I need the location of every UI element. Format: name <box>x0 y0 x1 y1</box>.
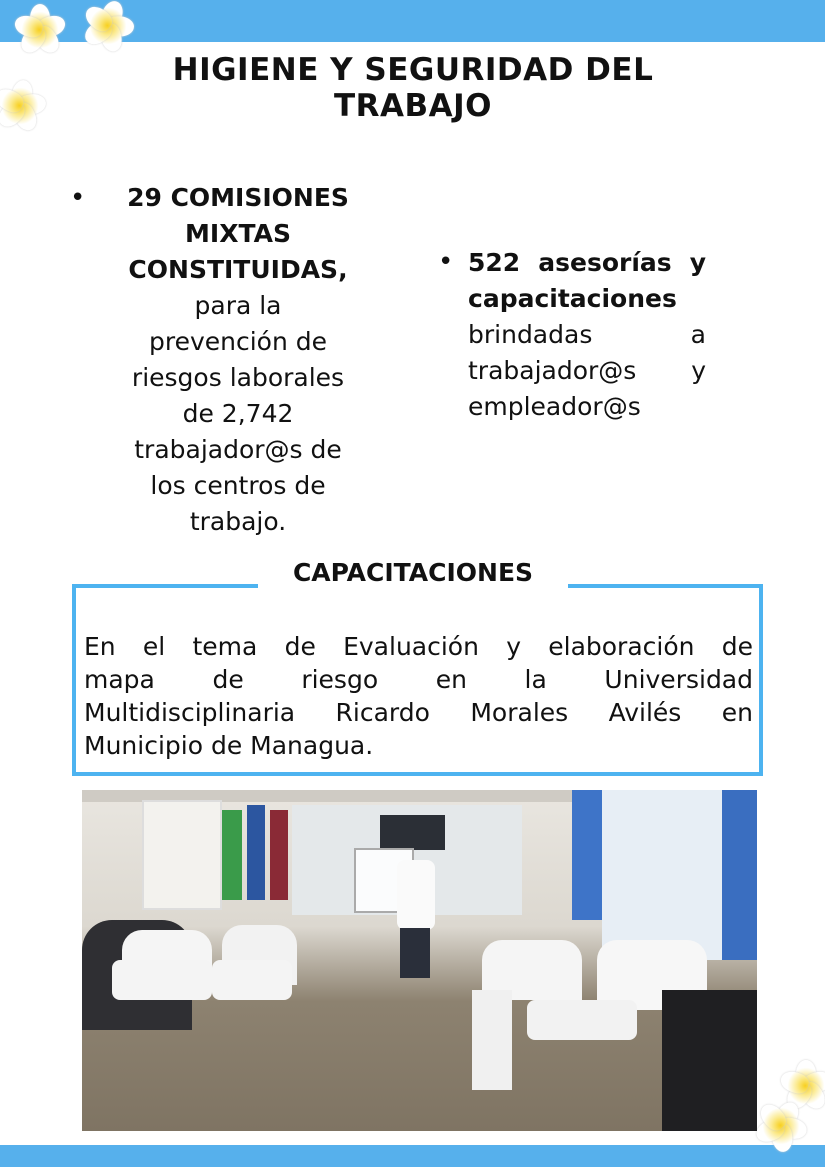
asesorias-item <box>468 245 706 425</box>
item-heading-line: 29 COMISIONES <box>127 183 349 212</box>
item-text-line: trabajador@s y <box>468 356 706 385</box>
bottom-banner <box>0 1145 825 1167</box>
plumeria-flower-icon <box>755 1100 807 1152</box>
item-heading-line: 522 asesorías y <box>468 248 706 277</box>
item-text-line: riesgos laborales <box>131 363 345 392</box>
item-text-line: empleador@s <box>468 392 641 421</box>
plumeria-flower-icon <box>0 80 46 132</box>
item-text-line: trabajador@s de <box>134 435 342 464</box>
bullet-icon: • <box>70 183 86 213</box>
comisiones-item <box>108 180 368 540</box>
item-text-line: prevención de <box>148 327 328 356</box>
item-text-line: de 2,742 <box>182 399 294 428</box>
item-heading-line: capacitaciones <box>468 284 677 313</box>
item-text-line: brindadas a <box>468 320 706 349</box>
bullet-icon: • <box>438 247 454 277</box>
description-line: Multidisciplinaria Ricardo Morales Avilés en <box>84 698 753 727</box>
item-text-line: trabajo. <box>189 507 287 536</box>
capacitaciones-heading: CAPACITACIONES <box>258 552 568 594</box>
page-title: HIGIENE Y SEGURIDAD DEL TRABAJO <box>172 52 654 124</box>
description-line: En el tema de Evaluación y elaboración de <box>84 632 753 661</box>
description-line: mapa de riesgo en la Universidad <box>84 665 753 694</box>
plumeria-flower-icon <box>82 0 134 52</box>
item-text-line: los centros de <box>150 471 326 500</box>
training-session-photo <box>82 790 757 1131</box>
item-text-line: para la <box>194 291 282 320</box>
item-heading-line: CONSTITUIDAS, <box>128 255 348 284</box>
capacitaciones-description <box>84 630 753 762</box>
plumeria-flower-icon <box>14 4 66 56</box>
description-line: Municipio de Managua. <box>84 731 374 760</box>
item-heading-line: MIXTAS <box>185 219 291 248</box>
